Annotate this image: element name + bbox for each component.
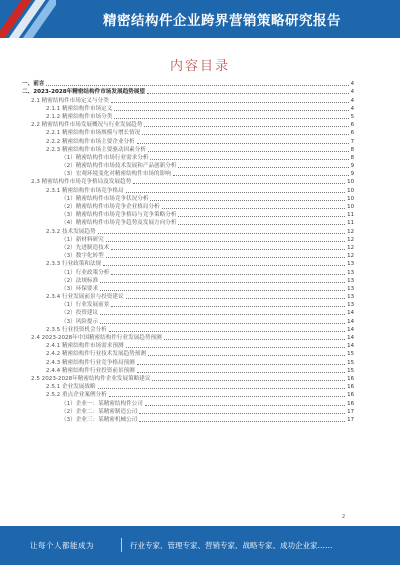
- toc-entry-page: 17: [347, 416, 354, 423]
- toc-entry-title: 2.5.1 企业发展战略: [46, 384, 96, 391]
- toc-entry[interactable]: [22, 79, 354, 87]
- toc-entry-title: 2.2 精密结构件市场发展概况与行业发展趋势: [31, 122, 143, 129]
- toc-entry[interactable]: [22, 226, 354, 234]
- toc-entry-page: 11: [347, 220, 354, 227]
- toc-leader-dots: [126, 298, 346, 299]
- toc-entry[interactable]: [22, 136, 354, 144]
- toc-entry[interactable]: [22, 292, 354, 300]
- toc-entry[interactable]: [22, 243, 354, 251]
- toc-entry-page: 15: [347, 359, 354, 366]
- toc-leader-dots: [111, 274, 345, 275]
- toc-leader-dots: [148, 151, 349, 152]
- toc-leader-dots: [139, 421, 345, 422]
- toc-entry-page: 13: [347, 285, 354, 292]
- toc-entry[interactable]: [22, 202, 354, 210]
- toc-entry[interactable]: [22, 341, 354, 349]
- toc-leader-dots: [126, 347, 346, 348]
- toc-entry-title: 2.4.4 精密结构件行业投资前景预测: [46, 367, 135, 374]
- toc-entry-page: 13: [347, 277, 354, 284]
- toc-entry[interactable]: [22, 325, 354, 333]
- toc-entry-page: 5: [350, 113, 354, 120]
- toc-leader-dots: [173, 175, 349, 176]
- toc-leader-dots: [126, 192, 346, 193]
- toc-entry[interactable]: [22, 87, 354, 95]
- toc-entry-page: 14: [347, 335, 354, 341]
- toc-entry-title: （1）行业发展前景: [61, 302, 110, 309]
- toc-entry-page: 14: [347, 326, 354, 333]
- toc-entry-title: 一、前言: [22, 81, 45, 88]
- toc-entry-title: （2）精密结构件市场竞争企业格局分析: [61, 204, 160, 210]
- toc-entry[interactable]: [22, 210, 354, 218]
- toc-entry-page: 13: [347, 269, 354, 276]
- toc-leader-dots: [178, 167, 348, 168]
- toc-entry-page: 12: [347, 244, 354, 251]
- toc-entry-title: 2.4.3 精密结构件行业竞争格局预测: [46, 359, 135, 366]
- toc-entry[interactable]: [22, 349, 354, 357]
- toc-entry-page: 10: [347, 179, 354, 186]
- toc-entry[interactable]: [22, 169, 354, 177]
- toc-leader-dots: [100, 323, 345, 324]
- toc-entry[interactable]: [22, 316, 354, 324]
- toc-entry-page: 6: [350, 130, 354, 137]
- toc-entry-page: 16: [347, 375, 354, 382]
- toc-entry[interactable]: [22, 382, 354, 390]
- toc-entry[interactable]: [22, 407, 354, 415]
- toc-entry-page: 12: [347, 253, 354, 260]
- toc-leader-dots: [100, 290, 345, 291]
- toc-entry[interactable]: [22, 267, 354, 275]
- toc-entry-page: 16: [347, 392, 354, 399]
- toc-leader-dots: [106, 241, 345, 242]
- toc-entry[interactable]: [22, 284, 354, 292]
- toc-entry-page: 15: [347, 351, 354, 358]
- toc-entry-page: 7: [350, 138, 354, 145]
- header-stripes-decoration: [0, 0, 56, 38]
- toc-leader-dots: [145, 405, 345, 406]
- toc-leader-dots: [100, 314, 345, 315]
- toc-entry[interactable]: [22, 415, 354, 423]
- toc-entry-page: 4: [350, 81, 354, 88]
- toc-entry-title: （1）精密结构件市场行业需求分析: [61, 154, 149, 161]
- toc-leader-dots: [111, 249, 345, 250]
- toc-entry-title: 2.3.1 精密结构件市场竞争格局: [46, 187, 124, 194]
- toc-entry[interactable]: [22, 95, 354, 103]
- toc-entry-page: 14: [347, 343, 354, 350]
- toc-leader-dots: [178, 224, 345, 225]
- toc-entry[interactable]: [22, 185, 354, 193]
- header-bar: [0, 0, 400, 38]
- toc-entry-title: 2.3.4 行业发展前景与投资建议: [46, 294, 124, 301]
- toc-leader-dots: [142, 134, 348, 135]
- toc-entry-page: 13: [347, 302, 354, 309]
- toc-leader-dots: [106, 257, 345, 258]
- toc-entry-page: 12: [347, 236, 354, 243]
- toc-entry-page: 4: [350, 105, 354, 112]
- toc-entry-title: 2.1 精密结构件市场定义与分类: [31, 97, 109, 104]
- toc-entry-title: （1）精密结构件市场竞争状况分析: [61, 195, 149, 202]
- toc-entry[interactable]: [22, 398, 354, 406]
- toc-entry-title: 2.4 2023-2028年中国精密结构件行业发展趋势预测: [31, 335, 162, 341]
- toc-entry-page: 6: [350, 122, 354, 129]
- toc-entry-title: 二、2023-2028年精密结构件市场发展趋势展望: [22, 89, 145, 96]
- footer-bar: [0, 526, 400, 565]
- toc-entry[interactable]: [22, 104, 354, 112]
- toc-leader-dots: [46, 85, 348, 86]
- toc-entry-title: 2.3.2 技术发展趋势: [46, 228, 96, 235]
- toc-entry[interactable]: [22, 251, 354, 259]
- page-number: 2: [342, 514, 346, 520]
- toc-leader-dots: [137, 364, 345, 365]
- toc-entry[interactable]: [22, 235, 354, 243]
- toc-leader-dots: [139, 413, 345, 414]
- report-title: 精密结构件企业跨界营销策略研究报告: [103, 13, 341, 29]
- toc-leader-dots: [111, 306, 345, 307]
- table-of-contents: [22, 79, 354, 423]
- toc-entry-title: （2）投资建议: [61, 310, 99, 317]
- toc-entry-page: 4: [350, 89, 354, 96]
- toc-leader-dots: [98, 388, 346, 389]
- toc-leader-dots: [137, 372, 345, 373]
- toc-leader-dots: [164, 339, 345, 340]
- toc-entry[interactable]: [22, 333, 354, 341]
- toc-entry-title: （2）法规标准: [61, 277, 99, 284]
- toc-entry-title: （2）企业二：某精密制造公司: [61, 408, 138, 415]
- toc-heading: 内容目录: [169, 59, 230, 74]
- toc-entry-title: （3）风险提示: [61, 318, 99, 325]
- toc-entry-page: 16: [347, 384, 354, 391]
- toc-leader-dots: [114, 110, 348, 111]
- toc-entry[interactable]: [22, 259, 354, 267]
- toc-entry-page: 10: [347, 195, 354, 202]
- toc-entry-title: （1）行业政策分析: [61, 269, 110, 276]
- toc-entry[interactable]: [22, 218, 354, 226]
- toc-entry[interactable]: [22, 366, 354, 374]
- toc-leader-dots: [103, 265, 345, 266]
- toc-entry-page: 8: [350, 154, 354, 161]
- toc-entry[interactable]: [22, 112, 354, 120]
- toc-entry-page: 15: [347, 367, 354, 374]
- toc-entry-page: 13: [347, 294, 354, 301]
- toc-entry[interactable]: [22, 300, 354, 308]
- toc-entry-page: 17: [347, 408, 354, 415]
- toc-entry-page: 14: [347, 310, 354, 317]
- toc-entry-title: 2.5.2 重点企业案例分析: [46, 392, 107, 399]
- toc-entry-title: （3）数字化转型: [61, 253, 104, 260]
- toc-entry-title: 2.5 2023-2028年精密结构件企业发展策略建议: [31, 375, 151, 382]
- toc-entry-title: （4）精密结构件市场竞争趋势及发展方向分析: [61, 220, 177, 227]
- toc-entry[interactable]: [22, 161, 354, 169]
- toc-entry-title: 2.1.1 精密结构件市场定义: [46, 105, 113, 112]
- toc-leader-dots: [148, 355, 345, 356]
- toc-entry-title: （1）企业一：某精密结构件公司: [61, 400, 143, 407]
- toc-leader-dots: [150, 159, 348, 160]
- toc-entry-title: （3）企业三：某精密机械公司: [61, 416, 138, 423]
- toc-leader-dots: [150, 200, 345, 201]
- toc-entry-page: 8: [350, 146, 354, 153]
- toc-leader-dots: [114, 118, 348, 119]
- toc-entry-page: 16: [347, 400, 354, 407]
- toc-entry[interactable]: [22, 357, 354, 365]
- toc-entry-title: 2.3.5 行业投资机会分析: [46, 326, 107, 333]
- toc-entry[interactable]: [22, 177, 354, 185]
- toc-entry-title: 2.2.2 精密结构件市场主要企业分析: [46, 138, 135, 145]
- toc-entry-title: 2.1.2 精密结构件市场分类: [46, 113, 113, 120]
- toc-entry[interactable]: [22, 128, 354, 136]
- toc-entry-page: 10: [347, 187, 354, 194]
- toc-entry-title: （1）新材料研究: [61, 236, 104, 243]
- toc-entry-title: （3）宏观环境变化对精密结构件市场的影响: [61, 171, 171, 178]
- toc-leader-dots: [178, 216, 345, 217]
- toc-leader-dots: [162, 208, 345, 209]
- toc-entry-title: 2.3.3 行业政策和法规: [46, 261, 102, 268]
- toc-entry-title: （2）精密结构件市场技术发展和产品创新分析: [61, 163, 177, 170]
- toc-entry[interactable]: [22, 153, 354, 161]
- toc-entry[interactable]: [22, 120, 354, 128]
- toc-entry-page: 13: [347, 261, 354, 268]
- toc-leader-dots: [137, 143, 349, 144]
- footer-tags: 行业专家、管理专家、营销专家、战略专家、成功企业家……: [130, 541, 333, 550]
- toc-entry[interactable]: [22, 308, 354, 316]
- toc-entry[interactable]: [22, 194, 354, 202]
- toc-entry-title: （2）先进制造技术: [61, 244, 110, 251]
- toc-leader-dots: [144, 126, 348, 127]
- toc-leader-dots: [109, 396, 345, 397]
- toc-entry-page: 9: [350, 171, 354, 178]
- footer-slogan: 让每个人都能成为: [30, 541, 94, 550]
- toc-entry-title: 2.2.3 精密结构件市场主要驱动因素分析: [46, 146, 146, 153]
- toc-entry-page: 14: [347, 318, 354, 325]
- toc-leader-dots: [111, 102, 349, 103]
- toc-entry-page: 4: [350, 97, 354, 104]
- footer-divider: [121, 538, 122, 552]
- toc-leader-dots: [98, 233, 346, 234]
- toc-entry[interactable]: [22, 145, 354, 153]
- toc-entry[interactable]: [22, 276, 354, 284]
- toc-entry-title: 2.3 精密结构件市场竞争格局及发展趋势: [31, 179, 132, 186]
- toc-leader-dots: [152, 380, 345, 381]
- toc-leader-dots: [109, 331, 345, 332]
- toc-entry-page: 9: [350, 163, 354, 170]
- toc-entry-title: 2.4.2 精密结构件行业技术发展趋势预测: [46, 351, 146, 358]
- toc-leader-dots: [133, 183, 345, 184]
- toc-entry-page: 12: [347, 228, 354, 235]
- toc-entry[interactable]: [22, 374, 354, 382]
- toc-entry-title: 2.2.1 精密结构件市场规模与增长情况: [46, 130, 141, 137]
- toc-leader-dots: [147, 93, 349, 94]
- toc-entry-page: 10: [347, 204, 354, 210]
- toc-leader-dots: [100, 282, 345, 283]
- toc-entry[interactable]: [22, 390, 354, 398]
- toc-entry-title: 2.4.1 精密结构件市场需求预测: [46, 343, 124, 350]
- toc-entry-title: （3）精密结构件市场竞争格局与竞争策略分析: [61, 212, 177, 219]
- toc-entry-page: 11: [347, 212, 354, 219]
- toc-entry-title: （3）环保要求: [61, 285, 99, 292]
